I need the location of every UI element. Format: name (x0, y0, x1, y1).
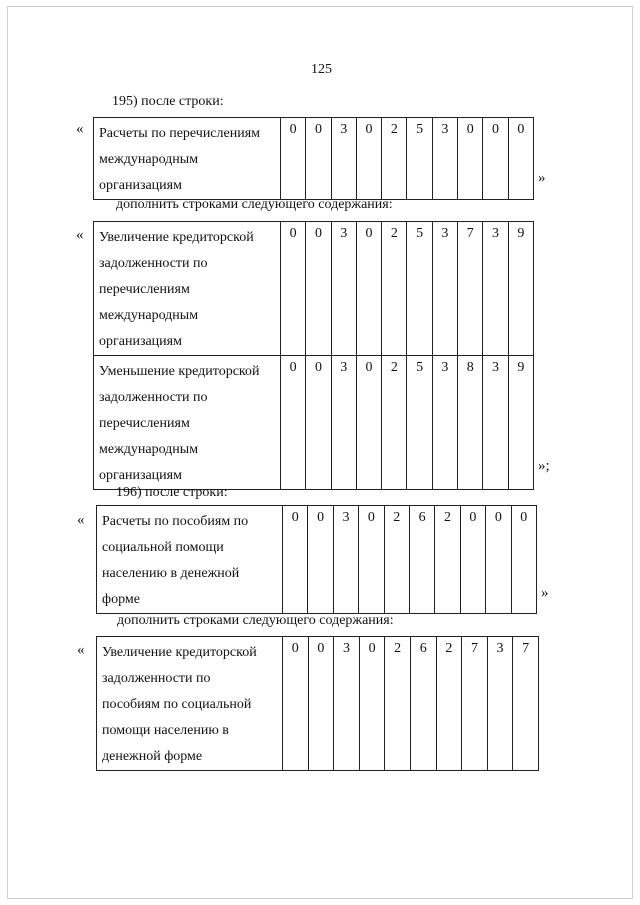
table-row (94, 356, 534, 490)
code-digit-cell: 0 (281, 118, 306, 200)
code-digit-cell: 3 (432, 356, 457, 490)
open-quote: « (77, 512, 85, 528)
row-name-cell: Уменьшение кредиторской задолженности по перечислениям международным организациям (94, 356, 281, 490)
code-digit-cell: 0 (483, 118, 508, 200)
code-digit-cell: 2 (385, 637, 411, 771)
code-digit-cell: 7 (458, 222, 483, 356)
code-digit-cell: 3 (331, 356, 356, 490)
code-digit-cell: 3 (483, 222, 508, 356)
page-number: 125 (311, 62, 332, 77)
code-digit-cell: 7 (462, 637, 488, 771)
code-digit-cell: 2 (382, 222, 407, 356)
table-row (97, 637, 539, 771)
code-table-196-additions (96, 636, 539, 771)
close-quote: »; (538, 458, 550, 474)
follow-text: дополнить строками следующего содержания: (117, 613, 394, 628)
code-digit-cell: 0 (281, 356, 306, 490)
code-digit-cell: 0 (486, 506, 511, 614)
code-digit-cell: 3 (334, 637, 360, 771)
code-digit-cell: 0 (283, 506, 308, 614)
code-digit-cell: 3 (331, 118, 356, 200)
code-digit-cell: 6 (409, 506, 434, 614)
follow-text: дополнить строками следующего содержания: (116, 197, 393, 212)
row-name-cell: Увеличение кредиторской задолженности по перечислениям международным организациям (94, 222, 281, 356)
code-digit-cell: 0 (281, 222, 306, 356)
code-digit-cell: 2 (382, 356, 407, 490)
row-name-cell: Увеличение кредиторской задолженности по пособиям по социальной помощи населению в денежной форме (97, 637, 283, 771)
code-digit-cell: 0 (460, 506, 485, 614)
code-table-195-original (93, 117, 534, 200)
close-quote: » (541, 585, 549, 601)
code-digit-cell: 0 (508, 118, 533, 200)
code-digit-cell: 7 (513, 637, 539, 771)
code-digit-cell: 3 (487, 637, 513, 771)
code-digit-cell: 6 (410, 637, 436, 771)
code-digit-cell: 0 (511, 506, 536, 614)
code-digit-cell: 5 (407, 222, 432, 356)
code-digit-cell: 0 (306, 222, 331, 356)
code-digit-cell: 2 (435, 506, 460, 614)
code-digit-cell: 0 (308, 506, 333, 614)
open-quote: « (76, 121, 84, 137)
row-name-cell: Расчеты по пособиям по социальной помощи населению в денежной форме (97, 506, 283, 614)
code-digit-cell: 0 (458, 118, 483, 200)
code-digit-cell: 0 (356, 356, 381, 490)
code-digit-cell: 0 (306, 356, 331, 490)
section-196-heading: 196) после строки: (116, 485, 228, 500)
code-digit-cell: 0 (306, 118, 331, 200)
table-row (97, 506, 537, 614)
code-digit-cell: 3 (432, 118, 457, 200)
table-row (94, 118, 534, 200)
code-digit-cell: 3 (432, 222, 457, 356)
code-digit-cell: 3 (331, 222, 356, 356)
code-digit-cell: 9 (508, 356, 533, 490)
code-digit-cell: 2 (384, 506, 409, 614)
code-digit-cell: 0 (283, 637, 309, 771)
table-row (94, 222, 534, 356)
code-digit-cell: 9 (508, 222, 533, 356)
code-table-196-original (96, 505, 537, 614)
code-digit-cell: 3 (333, 506, 358, 614)
close-quote: » (538, 170, 546, 186)
section-195-heading: 195) после строки: (112, 94, 224, 109)
code-digit-cell: 5 (407, 356, 432, 490)
code-digit-cell: 0 (308, 637, 334, 771)
code-digit-cell: 2 (382, 118, 407, 200)
code-digit-cell: 5 (407, 118, 432, 200)
code-digit-cell: 8 (458, 356, 483, 490)
code-digit-cell: 0 (359, 506, 384, 614)
code-digit-cell: 2 (436, 637, 462, 771)
code-digit-cell: 0 (356, 118, 381, 200)
code-digit-cell: 0 (359, 637, 385, 771)
code-table-195-additions (93, 221, 534, 490)
code-digit-cell: 0 (356, 222, 381, 356)
row-name-cell: Расчеты по перечислениям международным организациям (94, 118, 281, 200)
code-digit-cell: 3 (483, 356, 508, 490)
open-quote: « (76, 227, 84, 243)
open-quote: « (77, 642, 85, 658)
